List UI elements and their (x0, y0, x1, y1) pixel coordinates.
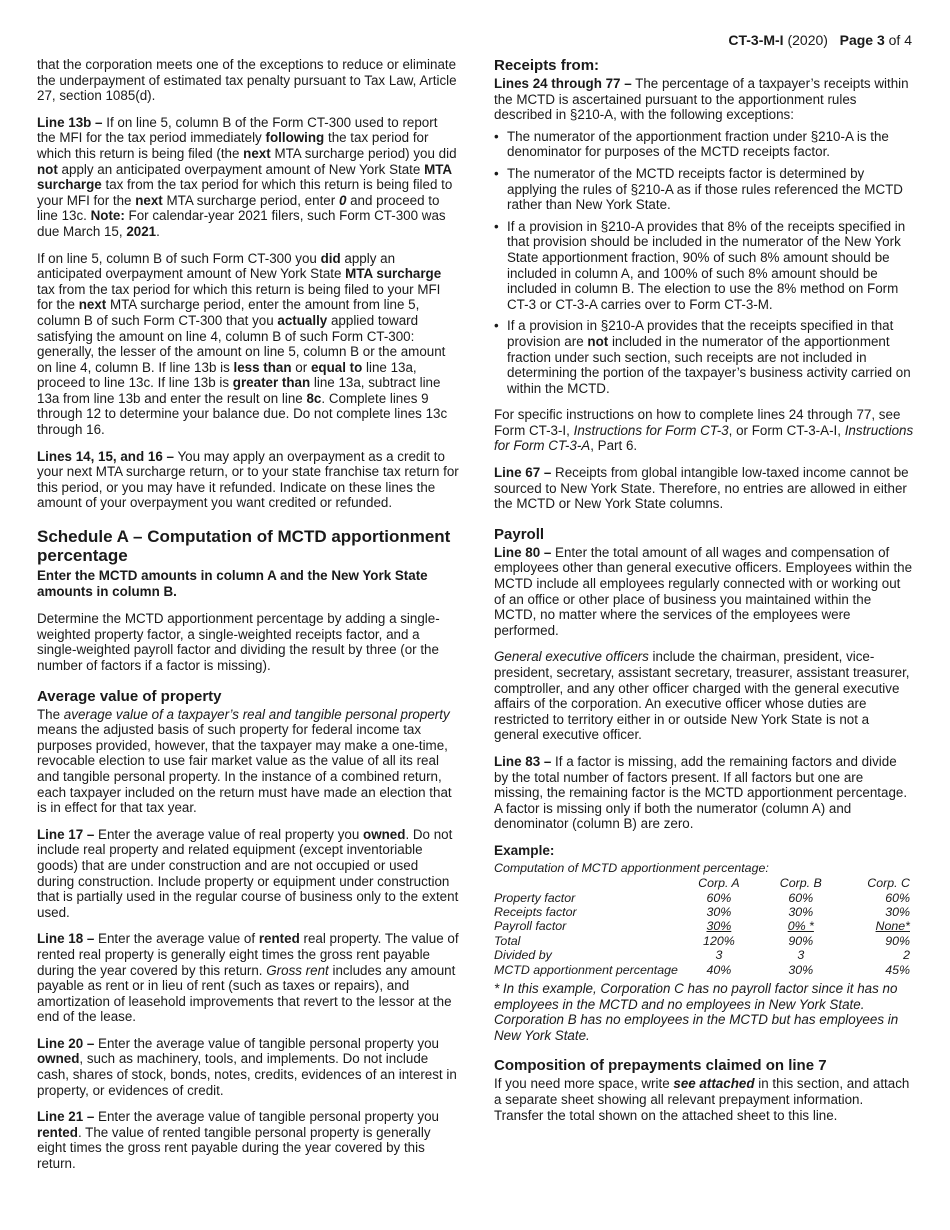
payroll-title: Payroll (494, 525, 545, 543)
table-header-row: Corp. A Corp. B Corp. C (698, 876, 910, 891)
composition-title: Composition of prepayments claimed on line 7 (494, 1057, 827, 1075)
line-13b-paragraph: Line 13b – If on line 5, column B of the Form CT-300 used to report the MFI for the tax period immediately following the tax period for which this return is being filed (the next MTA surcharge period) you did not apply an anticipated overpayment amount of New York State MTA surcharge tax from the tax period for which this return is being filed to your MFI for the next MTA surcharge period, enter 0 and proceed to line 13c. Note: For calendar-year 2021 filers, such Form CT-300 was due March 15, 2021. (37, 114, 457, 239)
average-value-title: Average value of property (37, 687, 222, 705)
table-row: Total 120% 90% 90% (494, 933, 910, 948)
table-row: Receipts factor 30% 30% 30% (494, 904, 910, 919)
page-label: Page 3 (839, 32, 885, 48)
composition-paragraph: If you need more space, write see attached in this section, and attach a separate sheet showing all relevant prepayment information. Transfer the total shown on the attached sheet to this line. (494, 1076, 910, 1123)
right-column (494, 57, 914, 1134)
example-caption: Computation of MCTD apportionment percentage: (494, 860, 769, 875)
exceptions-list (494, 129, 914, 397)
continued-paragraph: that the corporation meets one of the exceptions to reduce or eliminate the underpayment of estimated tax penalty pursuant to Tax Law, Article 27, section 1085(d). (37, 57, 457, 104)
receipts-title: Receipts from: (494, 57, 600, 74)
line-21-paragraph: Line 21 – Enter the average value of tangible personal property you rented. The value of rented tangible personal property is generally eight times the gross rent payable during the year covered by this return. (37, 1109, 439, 1172)
lines-24-77-paragraph: Lines 24 through 77 – The percentage of a taxpayer’s receipts within the MCTD is ascertained pursuant to the apportionment rules described in §210-A, with the following exceptions: (494, 76, 909, 123)
table-row: Property factor 60% 60% 60% (494, 890, 910, 905)
left-column (37, 57, 459, 1183)
line-83-paragraph: Line 83 – If a factor is missing, add the remaining factors and divide by the total number of factors present. If all factors but one are missing, the remaining factor is the MCTD apportionment percentage. A factor is missing only if both the numerator (column A) and denominator (column B) are zero. (494, 753, 908, 832)
form-number: CT-3-M-I (728, 32, 784, 48)
average-value-paragraph: The average value of a taxpayer’s real and tangible personal property means the adjusted basis of such property for federal income tax purposes provided, however, that the taxpayer may make a one-time, revocable election to use fair market value as the value of all its real and tangible personal property. In the instance of a combined return, each taxpayer included on the return must have made an election that is in effect for that tax year. (37, 706, 452, 816)
general-executive-paragraph: General executive officers include the chairman, president, vice-president, secretary, assistant secretary, treasurer, assistant treasurer, comptroller, and any other officer charged with the general executive affairs of the corporation. An executive officer whose duties are restricted to territory either in or outside New York State is not a general executive officer. (494, 649, 910, 743)
form-year: (2020) (787, 32, 828, 48)
specific-instructions-paragraph: For specific instructions on how to complete lines 24 through 77, see Form CT-3-I, Instructions for Form CT-3, or Form CT-3-A-I, Instructions for Form CT-3-A, Part 6. (494, 407, 914, 454)
table-row: MCTD apportionment percentage 40% 30% 45% (494, 962, 910, 977)
table-row: Payroll factor 30% 0% * None* (494, 919, 910, 934)
example-title: Example: (494, 842, 555, 858)
line-20-paragraph: Line 20 – Enter the average value of tangible personal property you owned, such as machinery, tools, and implements. Do not include cash, shares of stock, bonds, notes, credits, evidences of an interest in property, or evidences of credit. (37, 1035, 457, 1098)
schedule-a-description: Determine the MCTD apportionment percentage by adding a single-weighted property factor, a single-weighted receipts factor, and a single-weighted payroll factor and dividing the result by three (or the number of factors if a factor is missing). (37, 611, 440, 673)
lines-14-16-paragraph: Lines 14, 15, and 16 – You may apply an overpayment as a credit to your next MTA surcharge return, or to your state franchise tax return for this period, or you may have it refunded. Indicate on these lines the amount of your overpayment you want credited or refunded. (37, 448, 459, 511)
page-header (728, 33, 912, 49)
example-table (494, 876, 910, 977)
line-67-paragraph: Line 67 – Receipts from global intangible low-taxed income cannot be sourced to New York State. Therefore, no entries are allowed in either the MCTD or New York State columns. (494, 465, 909, 512)
table-row: Divided by 3 3 2 (494, 948, 910, 963)
example-note: * In this example, Corporation C has no payroll factor since it has no employees in the MCTD and no employees in New York State. Corporation B has no employees in the MCTD but has employees in New York State. (494, 980, 899, 1043)
line-80-paragraph: Line 80 – Enter the total amount of all wages and compensation of employees other than general executive officers. Employees within the MCTD include all employees regularly connected with or working out of an office or other place of business you maintained within the MCTD, no matter where the services of the employees were performed. (494, 544, 913, 638)
list-item: • If a provision in §210-A provides that 8% of the receipts specified in that provision should be included in the numerator of the New York State apportionment fraction, 90% of such 8% amount should be included in column A, and 100% of such 8% amount should be included in column B. The election to use the 8% method on Form CT-3 or CT-3-A carries over to Form CT-3-M. (494, 219, 914, 313)
schedule-a-subtitle: Enter the MCTD amounts in column A and the New York State amounts in column B. (37, 568, 428, 599)
schedule-a-title: Schedule A – Computation of MCTD apportionment percentage (37, 527, 451, 566)
line-17-paragraph: Line 17 – Enter the average value of real property you owned. Do not include real property and related equipment (except inventoriable goods) that are under construction and are not occupied or used during construction. Include property or equipment under construction that is partially used in the regular course of business only to the extent used. (37, 826, 459, 920)
list-item: • The numerator of the apportionment fraction under §210-A is the denominator for purposes of the MCTD receipts factor. (494, 129, 914, 160)
page-of-total: of 4 (888, 32, 912, 48)
if-on-line5-paragraph: If on line 5, column B of such Form CT-300 you did apply an anticipated overpayment amount of New York State MTA surcharge tax from the tax period for which this return is being filed to your MFI for the next MTA surcharge period, enter the amount from line 5, column B of such Form CT-300 that you actually applied toward satisfying the amount on line 4, column B of such Form CT-300: generally, the lesser of the amount on line 5, column B or the amount on line 4, column B. If line 13b is less than or equal to line 13a, proceed to line 13c. If line 13b is greater than line 13a, subtract line 13a from line 13b and enter the result on line 8c. Complete lines 9 through 12 to determine your balance due. Do not complete lines 13c through 16. (37, 250, 448, 438)
list-item: • If a provision in §210-A provides that the receipts specified in that provision are not included in the numerator of the apportionment fraction under such section, such receipts are not included in determining the portion of the taxpayer’s business activity carried on within the MCTD. (494, 318, 914, 396)
line-18-paragraph: Line 18 – Enter the average value of rented real property. The value of rented real property is generally eight times the gross rent payable during the year covered by this return. Gross rent includes any amount payable as rent or in lieu of rent (such as taxes or repairs), and amortization of leasehold improvements that revert to the lessor at the end of the lease. (37, 931, 459, 1025)
list-item: • The numerator of the MCTD receipts factor is determined by applying the rules of §210-A as if those rules referenced the MCTD rather than New York State. (494, 166, 914, 213)
